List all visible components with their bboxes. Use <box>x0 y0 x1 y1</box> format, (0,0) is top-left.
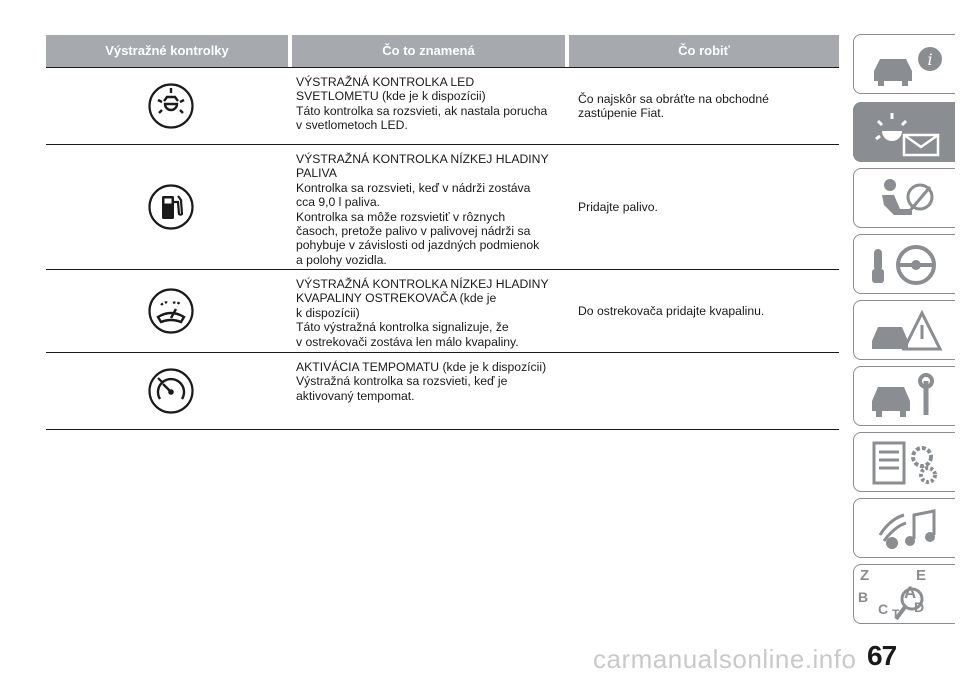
spec-sheet-gears-icon <box>868 439 948 487</box>
icon-cell <box>46 68 296 144</box>
meaning-line: VÝSTRAŽNÁ KONTROLKA NÍZKEJ HLADINY <box>296 277 549 291</box>
header-meaning: Čo to znamená <box>292 35 565 67</box>
icon-cell <box>46 145 296 269</box>
action-cell <box>574 270 839 352</box>
meaning-line: VÝSTRAŽNÁ KONTROLKA NÍZKEJ HLADINY <box>296 152 549 166</box>
tab-technical-data[interactable] <box>853 432 955 492</box>
tab-emergency[interactable] <box>853 300 955 360</box>
action-line: zastúpenie Fiat. <box>578 106 665 120</box>
meaning-line: cca 9,0 l paliva. <box>296 195 381 210</box>
meaning-line: SVETLOMETU (kde je k dispozícii) <box>296 89 486 104</box>
meaning-line: Kontrolka sa môže rozsvietiť v rôznych <box>296 209 506 224</box>
meaning-line: Výstražná kontrolka sa rozsvieti, keď je <box>296 374 508 389</box>
tab-safety[interactable] <box>853 168 955 228</box>
table-row <box>46 270 839 353</box>
fuel-pump-icon <box>147 183 195 231</box>
meaning-cell <box>296 145 574 269</box>
car-info-icon <box>868 41 948 89</box>
index-letter: B <box>858 589 869 605</box>
icon-cell <box>46 353 296 429</box>
tab-maintenance[interactable] <box>853 366 955 426</box>
action-cell <box>574 145 839 269</box>
header-warning-lights: Výstražné kontrolky <box>46 35 288 67</box>
meaning-cell <box>296 353 574 429</box>
table-row <box>46 68 839 145</box>
meaning-line: a polohy vozidla. <box>296 252 387 267</box>
headlamp-fault-icon <box>147 82 195 130</box>
meaning-line: VÝSTRAŽNÁ KONTROLKA LED <box>296 75 475 89</box>
warning-lights-table <box>46 35 839 430</box>
warning-light-message-icon <box>868 109 948 157</box>
meaning-cell <box>296 68 574 144</box>
tab-warning-lights[interactable] <box>853 102 955 162</box>
svg-text:i: i <box>927 50 933 69</box>
cruise-control-icon <box>147 367 195 415</box>
car-wrench-icon <box>868 373 948 421</box>
action-line: Čo najskôr sa obráťte na obchodné <box>578 91 769 106</box>
index-letter: D <box>914 599 925 615</box>
tab-car-info[interactable] <box>853 34 955 94</box>
seat-airbag-icon <box>868 175 948 223</box>
meaning-cell <box>296 270 574 352</box>
meaning-line: časoch, pretože palivo v palivovej nádrži sa <box>296 224 531 239</box>
index-letter: T <box>892 607 900 621</box>
action-cell <box>574 353 839 429</box>
tab-multimedia[interactable] <box>853 498 955 558</box>
meaning-line: PALIVA <box>296 166 337 181</box>
meaning-line: pohybuje v závislosti od jazdných podmienok <box>296 238 540 253</box>
table-row <box>46 353 839 430</box>
meaning-line: v svetlometoch LED. <box>296 118 408 133</box>
washer-fluid-icon <box>147 287 195 335</box>
index-letter: A <box>904 583 917 602</box>
page-number: 67 <box>867 640 897 671</box>
header-action: Čo robiť <box>569 35 839 67</box>
action-cell <box>574 68 839 144</box>
tab-starting-driving[interactable] <box>853 234 955 294</box>
tab-index[interactable] <box>853 564 955 624</box>
meaning-line: Táto kontrolka sa rozsvieti, ak nastala porucha <box>296 103 548 118</box>
watermark: carmanualsonline.info <box>593 644 857 674</box>
icon-cell <box>46 270 296 352</box>
meaning-line: Kontrolka sa rozsvieti, keď v nádrži zostáva <box>296 180 531 195</box>
action-line: Pridajte palivo. <box>578 199 658 214</box>
index-letter: C <box>878 601 889 617</box>
action-line: Do ostrekovača pridajte kvapalinu. <box>578 303 765 318</box>
meaning-line: Táto výstražná kontrolka signalizuje, že <box>296 320 509 335</box>
index-letter: Z <box>860 567 870 584</box>
meaning-line: KVAPALINY OSTREKOVAČA (kde je <box>296 291 497 306</box>
meaning-line: aktivovaný tempomat. <box>296 388 415 403</box>
table-row <box>46 145 839 270</box>
meaning-line: AKTIVÁCIA TEMPOMATU (kde je k dispozícii) <box>296 360 547 374</box>
key-steering-wheel-icon <box>868 241 948 289</box>
index-letter: E <box>916 567 927 584</box>
meaning-line: v ostrekovači zostáva len málo kvapaliny. <box>296 334 519 349</box>
multimedia-music-icon <box>868 505 948 553</box>
table-header <box>46 35 839 68</box>
car-accident-icon <box>868 307 948 355</box>
meaning-line: k dispozícii) <box>296 305 360 320</box>
